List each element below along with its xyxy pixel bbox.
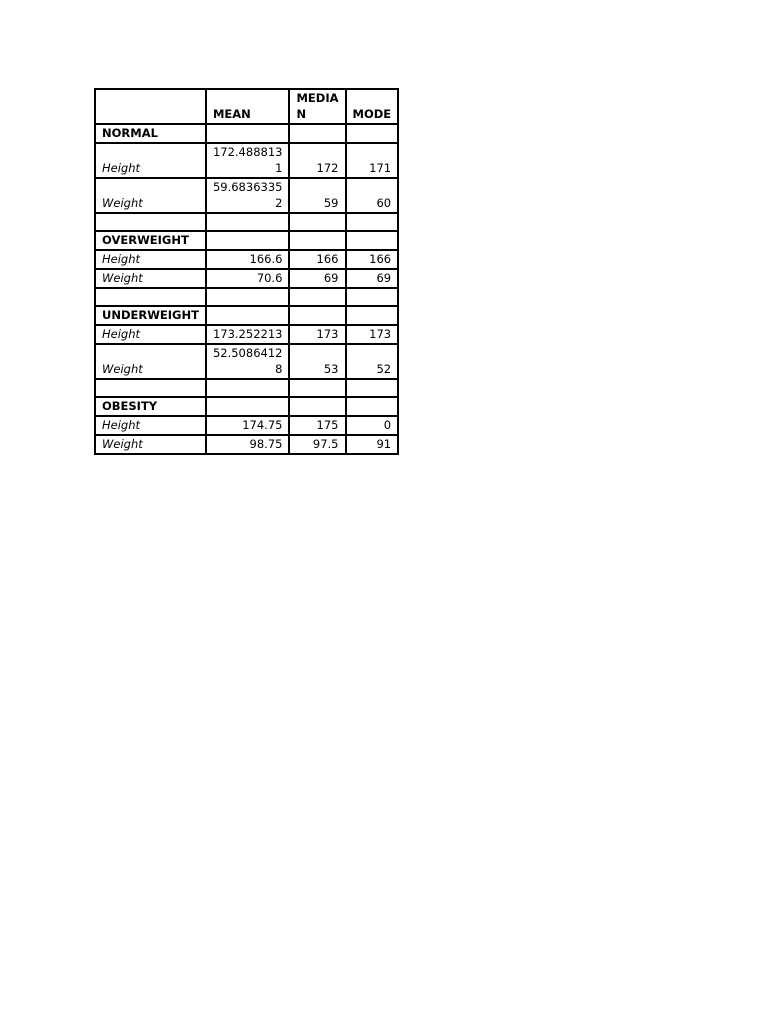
empty-cell [206,397,290,416]
empty-cell [95,379,206,397]
mean-value-wrap: 8 [275,362,283,376]
median-cell: 59 [289,178,345,213]
mean-value-wrap: 2 [275,196,283,210]
mode-cell: 69 [346,269,399,288]
section-label: NORMAL [95,124,206,143]
metric-label: Height [95,250,206,269]
section-row-underweight [95,306,398,325]
empty-cell [95,213,206,231]
mean-cell [206,344,290,379]
header-median-line2: N [296,107,307,121]
mode-cell: 60 [346,178,399,213]
section-label: OBESITY [95,397,206,416]
mean-cell [206,178,290,213]
table-row [95,250,398,269]
blank-row [95,379,398,397]
statistics-table [94,88,399,455]
mean-cell: 166.6 [206,250,290,269]
section-row-obesity [95,397,398,416]
empty-cell [206,124,290,143]
header-median [289,89,345,124]
table-row [95,435,398,454]
empty-cell [346,397,399,416]
metric-label: Height [95,416,206,435]
header-row [95,89,398,124]
empty-cell [206,379,290,397]
mode-cell: 52 [346,344,399,379]
section-row-overweight [95,231,398,250]
empty-cell [289,288,345,306]
metric-label: Weight [95,269,206,288]
median-cell: 53 [289,344,345,379]
blank-row [95,288,398,306]
empty-cell [206,306,290,325]
header-mode [346,89,399,124]
mode-cell: 171 [346,143,399,178]
empty-cell [206,213,290,231]
metric-label: Weight [95,178,206,213]
empty-cell [346,288,399,306]
empty-cell [346,213,399,231]
empty-cell [289,397,345,416]
section-row-normal [95,124,398,143]
empty-cell [346,306,399,325]
empty-cell [289,213,345,231]
section-label: UNDERWEIGHT [95,306,206,325]
mode-cell: 173 [346,325,399,344]
metric-label: Weight [95,435,206,454]
median-cell: 173 [289,325,345,344]
blank-row [95,213,398,231]
mean-value: 59.6836335 [212,180,283,194]
metric-label: Height [95,325,206,344]
table-row [95,325,398,344]
empty-cell [289,124,345,143]
metric-label: Weight [95,344,206,379]
empty-cell [346,379,399,397]
mode-cell: 91 [346,435,399,454]
empty-cell [206,288,290,306]
header-empty-cell [95,89,206,124]
median-cell: 166 [289,250,345,269]
median-cell: 97.5 [289,435,345,454]
table-row [95,416,398,435]
mean-value: 172.4888131 [212,145,283,175]
empty-cell [95,288,206,306]
mean-cell [206,143,290,178]
mean-cell: 98.75 [206,435,290,454]
header-mean [206,89,290,124]
empty-cell [289,306,345,325]
section-label: OVERWEIGHT [95,231,206,250]
mode-cell: 166 [346,250,399,269]
table-row [95,178,398,213]
table-row [95,143,398,178]
median-cell: 172 [289,143,345,178]
header-mean-text: MEAN [212,107,251,121]
table-row [95,269,398,288]
mean-cell: 173.252213 [206,325,290,344]
empty-cell [289,231,345,250]
table-row [95,344,398,379]
header-mode-text: MODE [352,107,392,121]
median-cell: 69 [289,269,345,288]
mean-cell: 70.6 [206,269,290,288]
mean-cell: 174.75 [206,416,290,435]
empty-cell [346,124,399,143]
empty-cell [289,379,345,397]
header-median-line1: MEDIA [296,91,339,105]
mean-value: 52.5086412 [212,346,283,360]
metric-label: Height [95,143,206,178]
median-cell: 175 [289,416,345,435]
empty-cell [346,231,399,250]
empty-cell [206,231,290,250]
mode-cell: 0 [346,416,399,435]
